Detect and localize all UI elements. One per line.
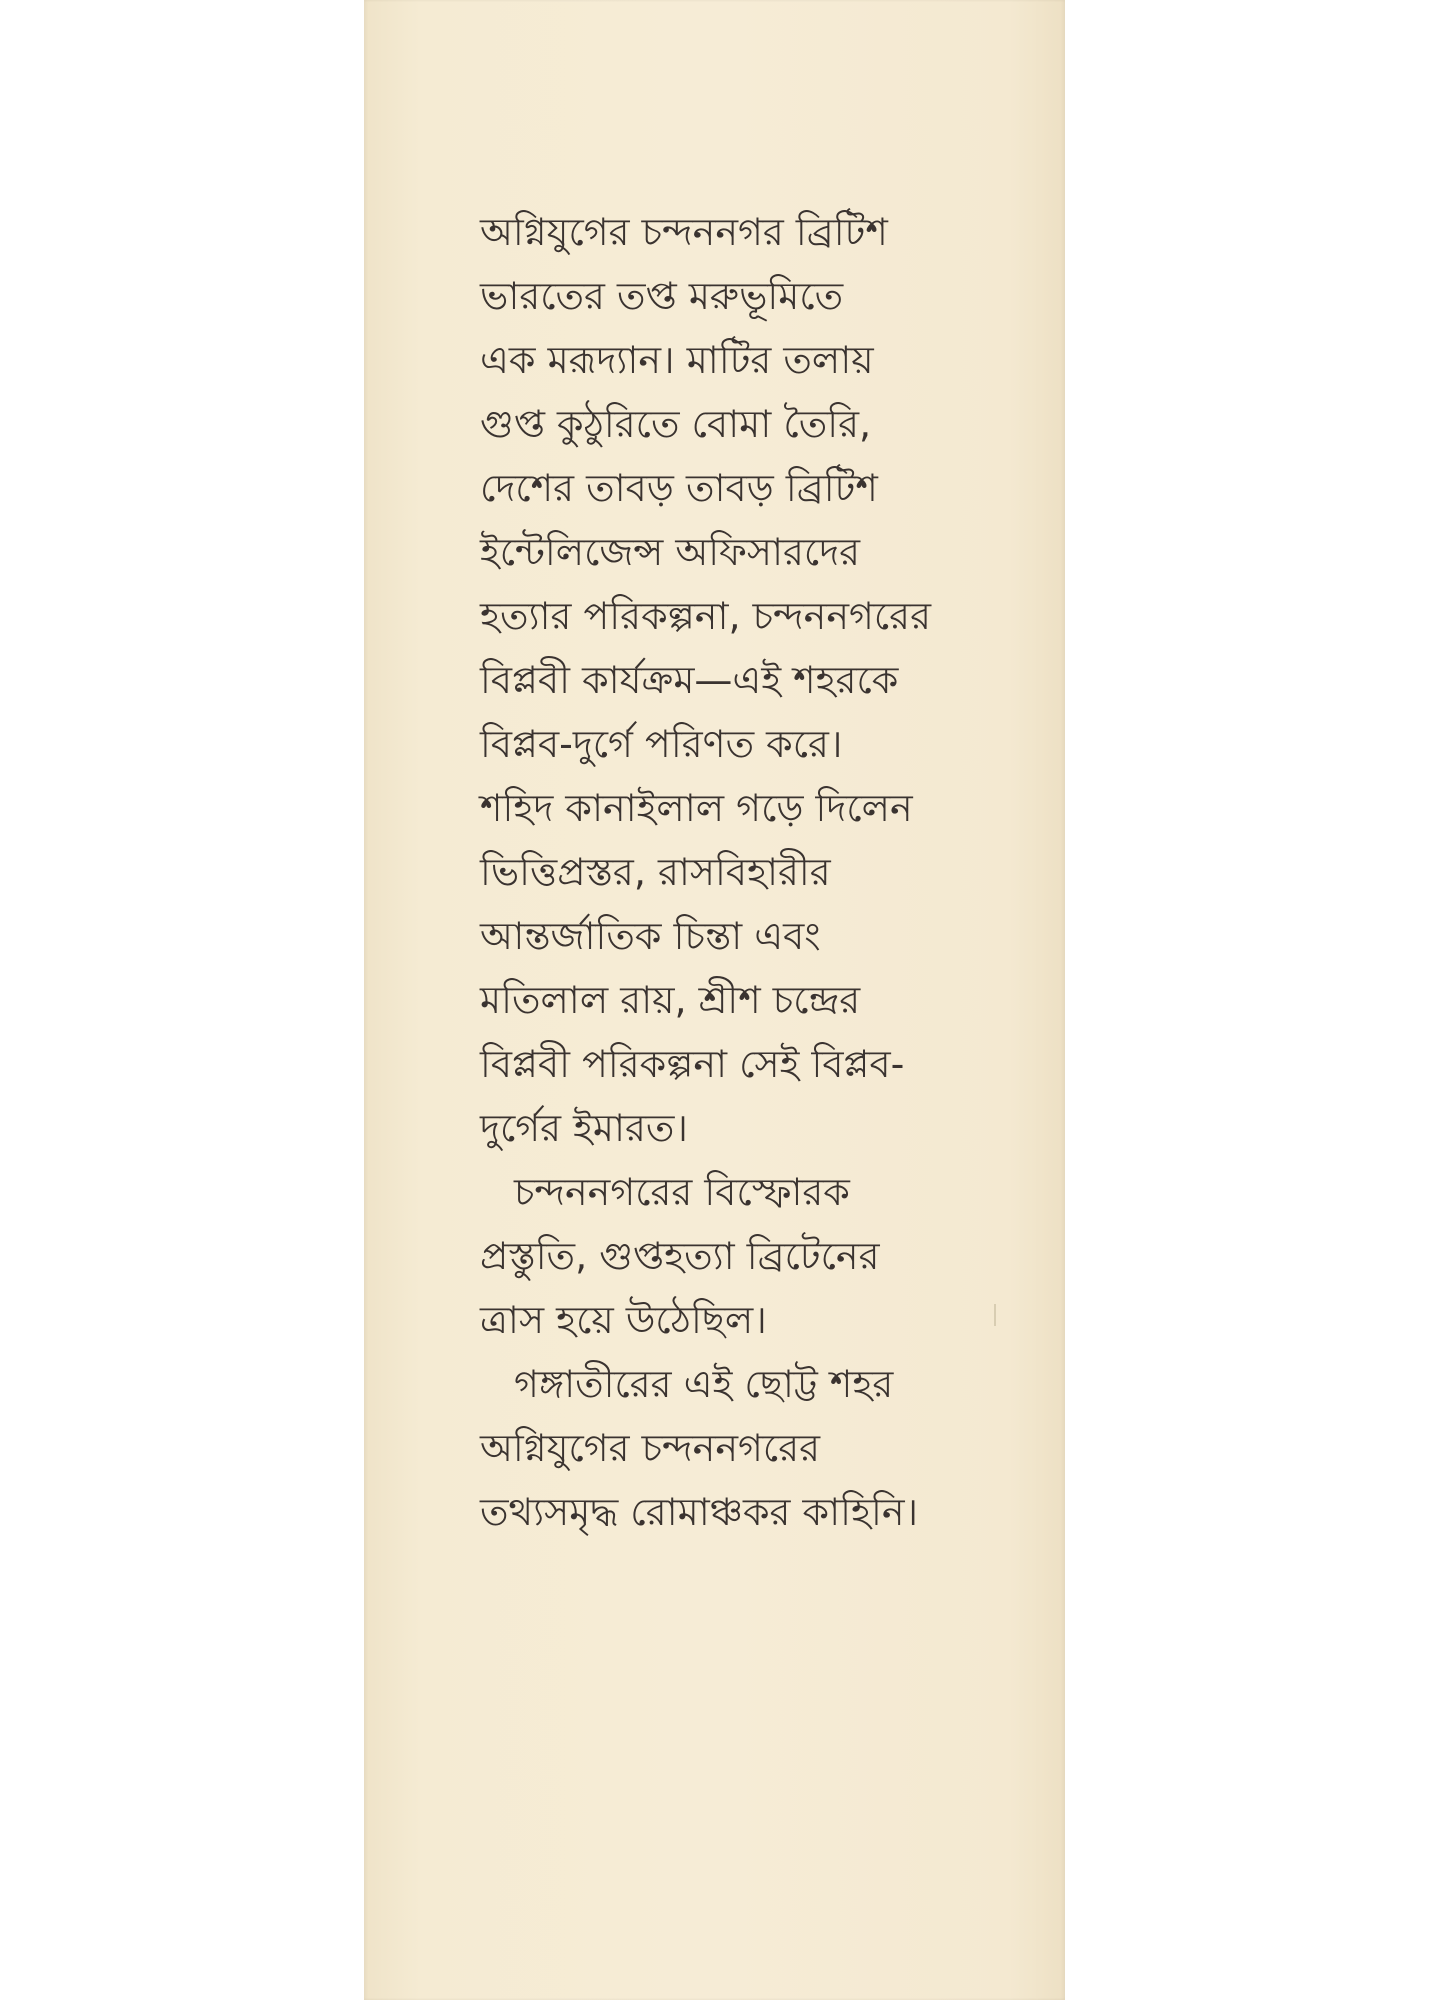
blurb-line: তথ্যসমৃদ্ধ রোমাঞ্চকর কাহিনি। bbox=[480, 1490, 919, 1534]
blurb-line: বিপ্লবী পরিকল্পনা সেই বিপ্লব- bbox=[480, 1042, 905, 1086]
blurb-line: গঙ্গাতীরের এই ছোট্ট শহর bbox=[514, 1362, 894, 1406]
blurb-line: প্রস্তুতি, গুপ্তহত্যা ব্রিটেনের bbox=[480, 1234, 880, 1278]
blurb-line: ভিত্তিপ্রস্তর, রাসবিহারীর bbox=[480, 850, 831, 894]
blurb-line: অগ্নিযুগের চন্দননগর ব্রিটিশ bbox=[480, 210, 888, 254]
blurb-line: এক মরূদ্যান। মাটির তলায় bbox=[480, 338, 874, 382]
blurb-line: দুর্গের ইমারত। bbox=[480, 1106, 689, 1150]
blurb-text bbox=[480, 200, 1020, 1544]
blurb-line: চন্দননগরের বিস্ফোরক bbox=[514, 1170, 850, 1214]
blurb-line: অগ্নিযুগের চন্দননগরের bbox=[480, 1426, 820, 1470]
blurb-line: ভারতের তপ্ত মরুভূমিতে bbox=[480, 274, 844, 318]
blurb-line: ত্রাস হয়ে উঠেছিল। bbox=[480, 1298, 767, 1342]
blurb-line: মতিলাল রায়, শ্রীশ চন্দ্রের bbox=[480, 978, 861, 1022]
blurb-line: হত্যার পরিকল্পনা, চন্দননগরের bbox=[480, 594, 931, 638]
blurb-line: গুপ্ত কুঠুরিতে বোমা তৈরি, bbox=[480, 402, 872, 446]
blurb-line: আন্তর্জাতিক চিন্তা এবং bbox=[480, 914, 821, 958]
blurb-line: বিপ্লব-দুর্গে পরিণত করে। bbox=[480, 722, 843, 766]
blurb-line: দেশের তাবড় তাবড় ব্রিটিশ bbox=[480, 466, 878, 510]
blurb-line: শহিদ কানাইলাল গড়ে দিলেন bbox=[480, 786, 913, 830]
blurb-line: ইন্টেলিজেন্স অফিসারদের bbox=[480, 530, 861, 574]
blurb-line: বিপ্লবী কার্যক্রম—এই শহরকে bbox=[480, 658, 899, 702]
